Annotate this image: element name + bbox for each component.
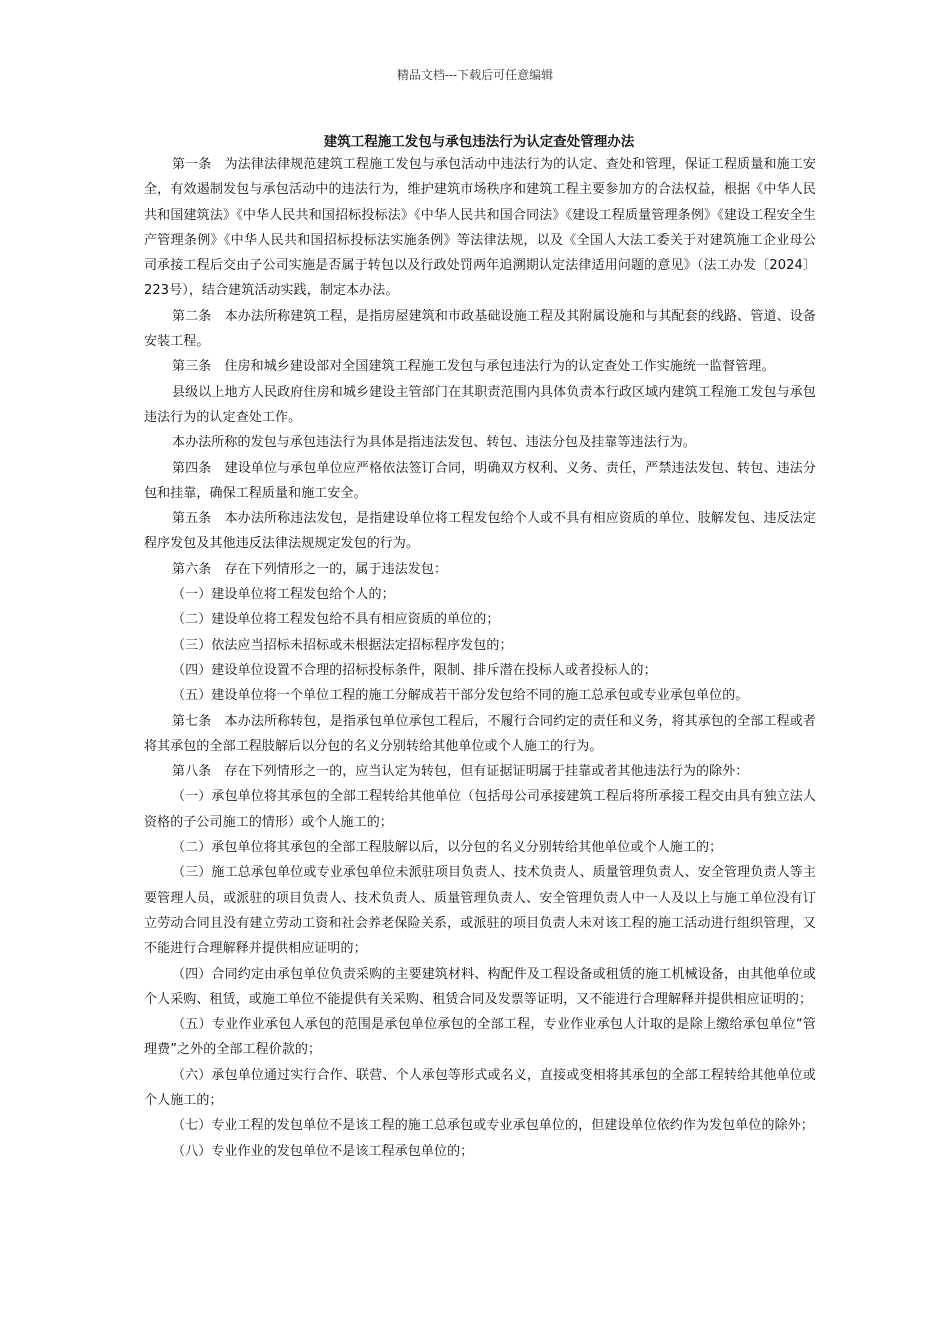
list-item: （三）施工总承包单位或专业承包单位未派驻项目负责人、技术负责人、质量管理负责人、安全管理负责人等主要管理人员，或派驻的项目负责人、技术负责人、质量管理负责人、安全管理负责人中一人及以上与施工单位没有订立劳动合同且没有建立劳动工资和社会养老保险关系，或派驻的项目负责人未对该工程的施工活动进行组织管理，又不能进行合理解释并提供相应证明的； bbox=[144, 865, 816, 957]
list-item: （六）承包单位通过实行合作、联营、个人承包等形式或名义，直接或变相将其承包的全部工程转给其他单位或个人施工的； bbox=[144, 1067, 816, 1108]
page-header: 精品文档---下载后可任意编辑 bbox=[396, 68, 554, 82]
list-item: （二）承包单位将其承包的全部工程肢解以后，以分包的名义分别转给其他单位或个人施工的； bbox=[172, 840, 723, 856]
list-item: （一）建设单位将工程发包给个人的； bbox=[172, 587, 395, 603]
list-item: （一）承包单位将其承包的全部工程转给其他单位（包括母公司承接建筑工程后将所承接工程交由具有独立法人资格的子公司施工的情形）或个人施工的； bbox=[144, 789, 816, 830]
list-item: （五）建设单位将一个单位工程的施工分解成若干部分发包给不同的施工总承包或专业承包单位的。 bbox=[172, 688, 749, 704]
paragraph: 第七条 本办法所称转包，是指承包单位承包工程后，不履行合同约定的责任和义务，将其承包的全部工程或者将其承包的全部工程肢解后以分包的名义分别转给其他单位或个人施工的行为。 bbox=[144, 713, 816, 754]
document-title: 建筑工程施工发包与承包违法行为认定查处管理办法 bbox=[323, 134, 635, 150]
paragraph: 第八条 存在下列情形之一的，应当认定为转包，但有证据证明属于挂靠或者其他违法行为的除外： bbox=[172, 764, 749, 780]
list-item: （二）建设单位将工程发包给不具有相应资质的单位的； bbox=[172, 612, 500, 628]
paragraph: 县级以上地方人民政府住房和城乡建设主管部门在其职责范围内具体负责本行政区域内建筑工程施工发包与承包违法行为的认定查处工作。 bbox=[144, 384, 816, 425]
list-item: （四）建设单位设置不合理的招标投标条件，限制、排斥潜在投标人或者投标人的； bbox=[172, 662, 657, 678]
paragraph: 第五条 本办法所称违法发包，是指建设单位将工程发包给个人或不具有相应资质的单位、肢解发包、违反法定程序发包及其他违反法律法规规定发包的行为。 bbox=[144, 511, 816, 552]
paragraph: 第二条 本办法所称建筑工程，是指房屋建筑和市政基础设施工程及其附属设施和与其配套的线路、管道、设备安装工程。 bbox=[144, 308, 816, 350]
list-item: （七）专业工程的发包单位不是该工程的施工总承包或专业承包单位的，但建设单位依约作为发包单位的除外； bbox=[172, 1118, 814, 1134]
list-item: （四）合同约定由承包单位负责采购的主要建筑材料、构配件及工程设备或租赁的施工机械设备，由其他单位或个人采购、租赁，或施工单位不能提供有关采购、租赁合同及发票等证明，又不能进行合理解释并提供相应证明的； bbox=[144, 966, 816, 1007]
document-body bbox=[144, 152, 816, 1164]
list-item: （五）专业作业承包人承包的范围是承包单位承包的全部工程，专业作业承包人计取的是除上缴给承包单位“管理费”之外的全部工程价款的； bbox=[144, 1017, 816, 1058]
list-item: （八）专业作业的发包单位不是该工程承包单位的； bbox=[172, 1143, 474, 1159]
paragraph: 第一条 为法律法律规范建筑工程施工发包与承包活动中违法行为的认定、查处和管理，保证工程质量和施工安全，有效遏制发包与承包活动中的违法行为，维护建筑市场秩序和建筑工程主要参加方的合法权益，根据《中华人民共和国建筑法》《中华人民共和国招标投标法》《中华人民共和国合同法》《建设工程质量管理条例》《建设工程安全生产管理条例》《中华人民共和国招标投标法实施条例》等法律法规，以及《全国人大法工委关于对建筑施工企业母公司承接工程后交由子公司实施是否属于转包以及行政处罚两年追溯期认定法律适用问题的意见》（法工办发〔2024〕223号），结合建筑活动实践，制定本办法。 bbox=[144, 157, 816, 299]
paragraph: 第三条 住房和城乡建设部对全国建筑工程施工发包与承包违法行为的认定查处工作实施统一监督管理。 bbox=[172, 359, 775, 375]
paragraph: 本办法所称的发包与承包违法行为具体是指违法发包、转包、违法分包及挂靠等违法行为。 bbox=[172, 435, 697, 451]
paragraph: 第六条 存在下列情形之一的，属于违法发包： bbox=[172, 561, 448, 577]
paragraph: 第四条 建设单位与承包单位应严格依法签订合同，明确双方权利、义务、责任，严禁违法发包、转包、违法分包和挂靠，确保工程质量和施工安全。 bbox=[144, 460, 816, 501]
list-item: （三）依法应当招标未招标或未根据法定招标程序发包的； bbox=[172, 637, 513, 653]
